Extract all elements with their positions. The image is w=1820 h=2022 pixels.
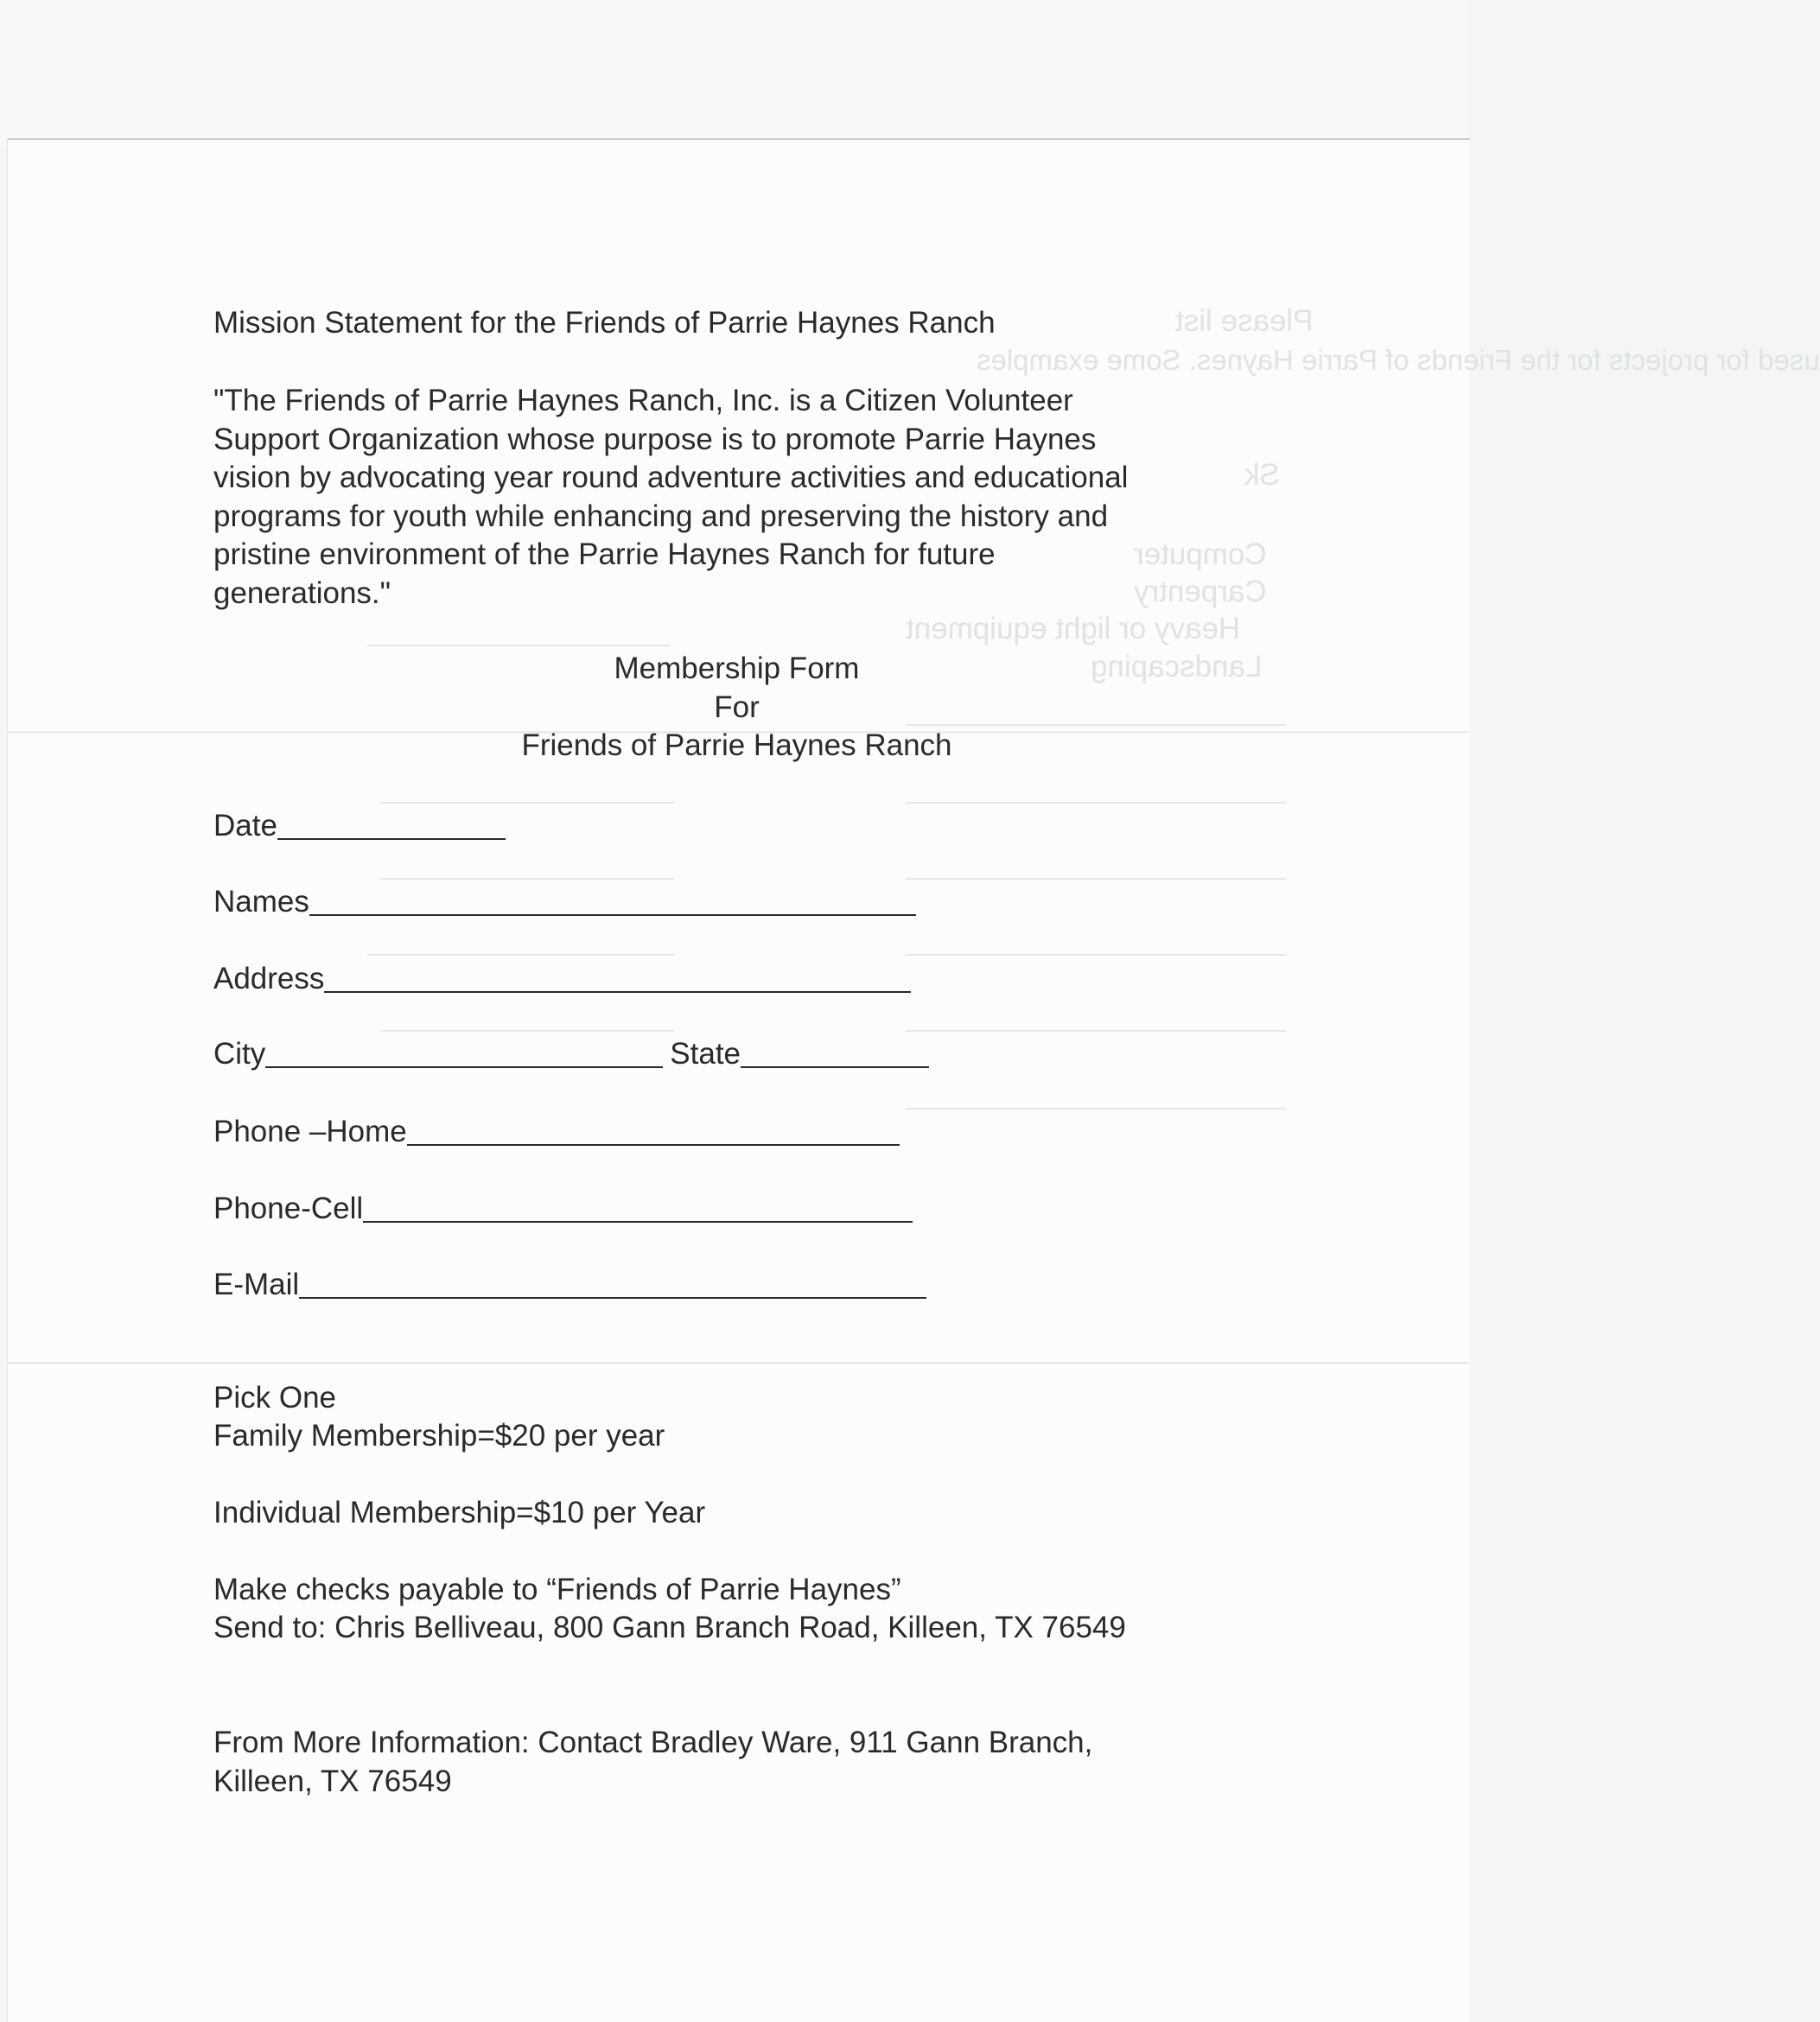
more-info-line: Killeen, TX 76549 xyxy=(213,1764,452,1798)
pick-one-label: Pick One xyxy=(213,1381,336,1415)
send-to-address: Send to: Chris Belliveau, 800 Gann Branch Road, Killeen, TX 76549 xyxy=(213,1611,1126,1644)
mission-line: pristine environment of the Parrie Haynes Ranch for future xyxy=(213,537,996,572)
mission-line: Support Organization whose purpose is to promote Parrie Haynes xyxy=(213,422,1097,456)
bleed-through-line xyxy=(380,802,674,804)
state-label: State xyxy=(670,1037,741,1071)
bleed-through-text: Heavy or light equipment xyxy=(906,612,1241,645)
bleed-through-text: Please list xyxy=(1175,304,1314,338)
bleed-through-line xyxy=(367,645,670,646)
date-field xyxy=(213,807,506,845)
email-field xyxy=(213,1266,926,1304)
form-title-line: Friends of Parrie Haynes Ranch xyxy=(521,728,952,762)
form-title-line: Membership Form xyxy=(614,652,860,685)
bleed-through-text: Carpentry xyxy=(1134,575,1267,608)
bleed-through-line xyxy=(380,1030,674,1032)
city-label: City xyxy=(213,1037,266,1071)
city-state-field xyxy=(213,1035,929,1073)
address-blank[interactable] xyxy=(324,965,911,993)
mission-title: Mission Statement for the Friends of Parrie Haynes Ranch xyxy=(213,306,996,340)
address-label: Address xyxy=(213,962,325,995)
phone-cell-label: Phone-Cell xyxy=(213,1192,364,1225)
bleed-through-line xyxy=(906,878,1286,880)
email-blank[interactable] xyxy=(299,1271,926,1299)
mission-line: "The Friends of Parrie Haynes Ranch, Inc. is a Citizen Volunteer xyxy=(213,384,1073,417)
phone-home-label: Phone –Home xyxy=(213,1115,407,1148)
city-blank[interactable] xyxy=(265,1040,663,1068)
names-label: Names xyxy=(213,885,309,919)
mission-line: programs for youth while enhancing and preserving the history and xyxy=(213,499,1109,533)
bleed-through-line xyxy=(906,802,1286,804)
background-sheet xyxy=(0,0,1469,147)
bleed-through-text: Landscaping xyxy=(1091,650,1263,684)
bleed-through-line xyxy=(906,1108,1286,1110)
names-field xyxy=(213,883,916,921)
bleed-through-line xyxy=(906,954,1286,956)
phone-cell-field xyxy=(213,1190,913,1228)
email-label: E-Mail xyxy=(213,1268,300,1301)
bleed-through-text: used for projects for the Friends of Parrie Haynes. Some examples xyxy=(977,344,1820,376)
phone-home-blank[interactable] xyxy=(407,1118,900,1146)
fold-crease xyxy=(7,1362,1469,1364)
form-title xyxy=(389,650,1085,766)
family-membership: Family Membership=$20 per year xyxy=(213,1419,665,1453)
state-blank[interactable] xyxy=(741,1040,929,1068)
checks-payable: Make checks payable to “Friends of Parrie Haynes” xyxy=(213,1573,901,1606)
address-field xyxy=(213,960,911,998)
date-blank[interactable] xyxy=(277,812,506,840)
bleed-through-line xyxy=(906,1030,1286,1032)
form-title-line: For xyxy=(714,690,760,724)
date-label: Date xyxy=(213,809,277,842)
individual-membership: Individual Membership=$10 per Year xyxy=(213,1496,706,1529)
mission-line: generations." xyxy=(213,575,391,610)
bleed-through-line xyxy=(367,954,674,956)
mission-line: vision by advocating year round adventure activities and educational xyxy=(213,461,1129,495)
more-info-line: From More Information: Contact Bradley Ware, 911 Gann Branch, xyxy=(213,1726,1093,1759)
bleed-through-text: Sk xyxy=(1244,458,1280,492)
bleed-through-line xyxy=(380,878,674,880)
mission-statement xyxy=(213,382,1128,614)
phone-cell-blank[interactable] xyxy=(363,1195,913,1223)
phone-home-field xyxy=(213,1113,900,1151)
bleed-through-text: Computer xyxy=(1134,537,1267,571)
names-blank[interactable] xyxy=(309,888,916,916)
